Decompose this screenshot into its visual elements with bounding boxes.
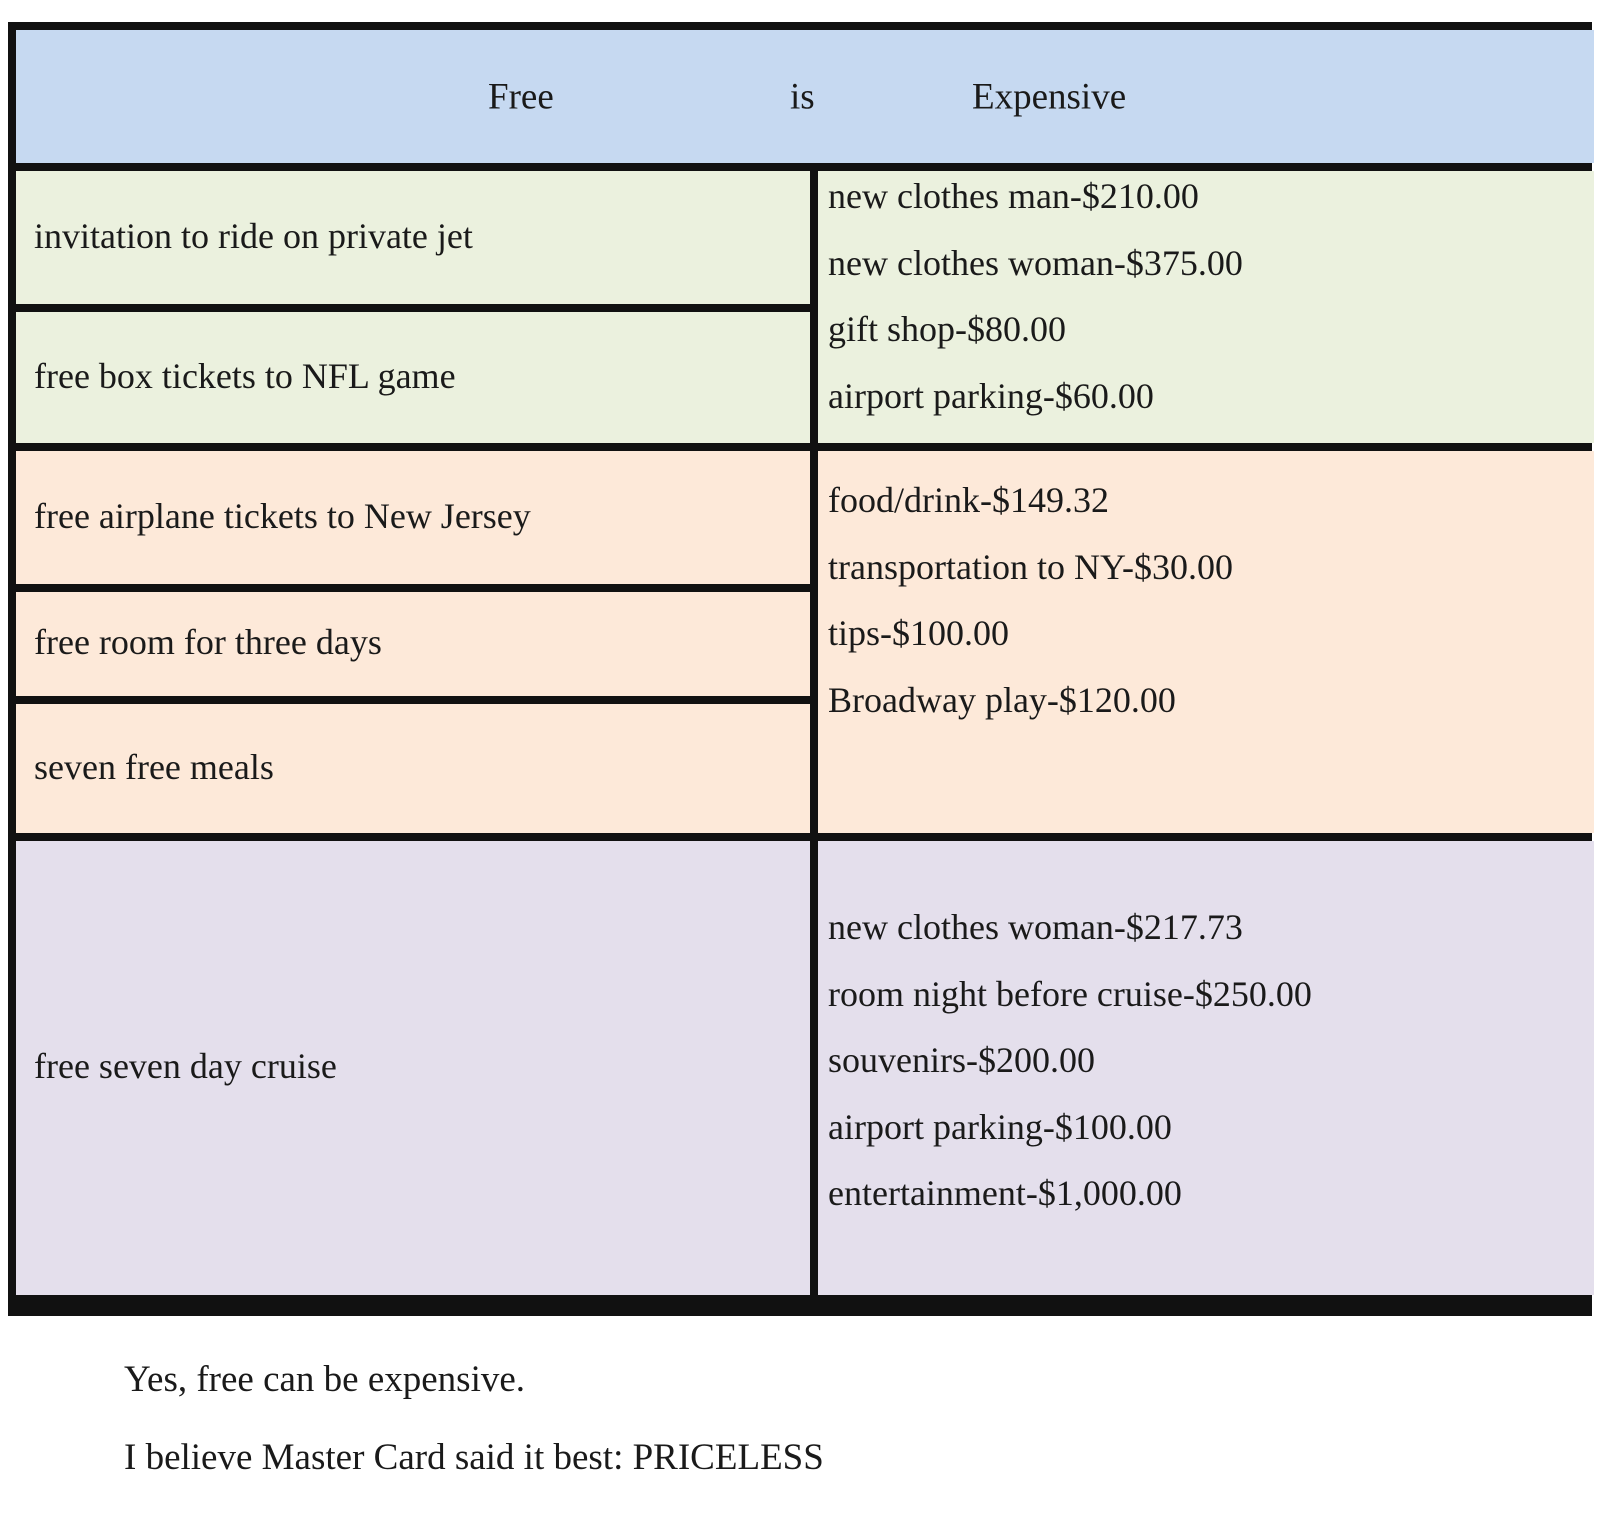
expense-cell	[818, 841, 1594, 1295]
free-item-cell	[16, 312, 810, 443]
free-is-expensive-table	[8, 22, 1592, 1316]
free-item-cell	[16, 171, 810, 304]
expense-item: transportation to NY-$30.00	[828, 546, 1233, 587]
expense-item: airport parking-$100.00	[828, 1106, 1172, 1147]
free-item-text: free box tickets to NFL game	[34, 355, 456, 396]
footer-line-1: Yes, free can be expensive.	[124, 1359, 526, 1400]
free-item-text: invitation to ride on private jet	[34, 215, 473, 256]
expense-list	[828, 178, 1243, 443]
footer-line-2: I believe Master Card said it best: PRICELESS	[124, 1437, 824, 1478]
expense-item: new clothes man-$210.00	[828, 176, 1199, 216]
expense-item: new clothes woman-$375.00	[828, 242, 1243, 283]
free-item-cell	[16, 592, 810, 696]
free-item-cell	[16, 841, 810, 1295]
expense-item: airport parking-$60.00	[828, 375, 1154, 416]
header-word-expensive: Expensive	[972, 76, 1127, 117]
free-item-text: seven free meals	[34, 746, 274, 787]
table-header	[16, 30, 1594, 163]
header-word-free: Free	[488, 76, 554, 117]
expense-item: tips-$100.00	[828, 613, 1010, 654]
expense-item: new clothes woman-$217.73	[828, 907, 1243, 947]
header-word-is: is	[790, 76, 815, 117]
expense-item: Broadway play-$120.00	[828, 679, 1176, 720]
expense-cell	[818, 451, 1594, 833]
expense-item: entertainment-$1,000.00	[828, 1173, 1182, 1214]
expense-item: food/drink-$149.32	[828, 480, 1109, 520]
expense-item: souvenirs-$200.00	[828, 1040, 1095, 1081]
expense-list	[828, 482, 1233, 748]
free-item-text: free airplane tickets to New Jersey	[34, 495, 531, 536]
expense-item: room night before cruise-$250.00	[828, 973, 1312, 1014]
expense-cell	[818, 171, 1594, 443]
free-item-text: free room for three days	[34, 622, 382, 662]
expense-item: gift shop-$80.00	[828, 309, 1066, 350]
free-item-cell	[16, 451, 810, 584]
free-item-text: free seven day cruise	[34, 1046, 337, 1086]
free-item-cell	[16, 704, 810, 833]
expense-list	[828, 909, 1312, 1242]
